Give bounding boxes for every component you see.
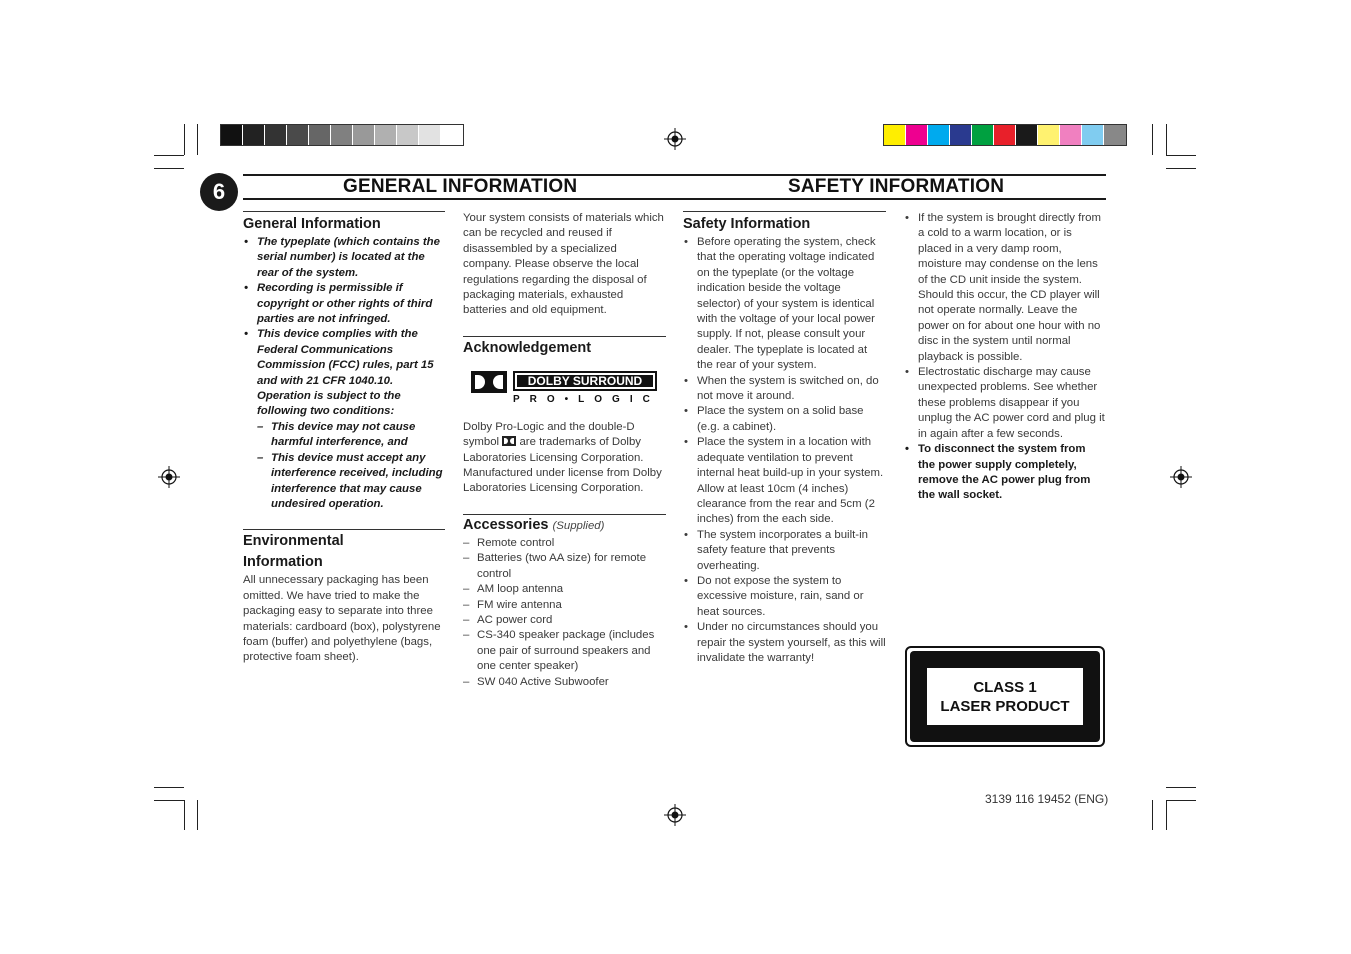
list-item: • The system incorporates a built-in safety feature that prevents overheating. [683,528,886,574]
safety-info-title: Safety Information [683,216,811,232]
color-swatch [884,125,906,145]
list-item: • If the system is brought directly from a cold to a warm location, or is placed in a very damp room, moisture may condense on the lens of the CD unit inside the system. Should this occur, the CD player will not operate normally. Leave the power on for about one hour with no disc in the system until normal playback is possible. [904,211,1105,365]
color-swatch [309,125,331,145]
list-item: – Remote control [463,536,666,551]
list-item: – Batteries (two AA size) for remote control [463,551,666,582]
process-color-bar [883,124,1127,146]
list-item: • Electrostatic discharge may cause unexpected problems. See whether these problems disappear if you unplug the AC power cord and plug it in again after a few seconds. [904,365,1105,442]
list-item: • When the system is switched on, do not move it around. [683,374,886,405]
color-swatch [419,125,441,145]
registration-mark-icon [1170,466,1192,488]
list-item: • Recording is permissible if copyright or other rights of third parties are not infringed. [243,281,445,327]
color-swatch [375,125,397,145]
list-item: – AC power cord [463,613,666,628]
list-item: – SW 040 Active Subwoofer [463,675,666,690]
safety-information-heading: SAFETY INFORMATION [788,176,1005,197]
list-item: – This device must accept any interference received, including interference that may cause undesired operation. [257,451,445,513]
color-swatch [950,125,972,145]
color-swatch [331,125,353,145]
class-1-laser-label [905,646,1105,747]
column-recycling [463,211,666,690]
color-swatch [441,125,463,145]
general-info-title: General Information [243,216,381,232]
list-item: – CS-340 speaker package (includes one pair of surround speakers and one center speaker) [463,628,666,674]
color-swatch [287,125,309,145]
environmental-title-line1: Environmental [243,533,344,550]
list-item: • This device complies with the Federal Communications Commission (FCC) rules, part 15 and with 21 CFR 1040.10. Operation is subject to the following two conditions: [243,327,445,419]
environmental-text: All unnecessary packaging has been omitted. We have tried to make the packaging easy to separate into three materials: cardboard (box), polystyrene foam (buffer) and polyethylene (bags, protective foam sheet). [243,574,441,664]
color-swatch [221,125,243,145]
list-item: – This device may not cause harmful interference, and [257,420,445,451]
color-swatch [994,125,1016,145]
acknowledgement-text: Dolby Pro-Logic and the double-D symbol are trademarks of Dolby Laboratories Licensing Corporation. Manufactured under license from Dolby Laboratories Licensing Corporation. [463,420,662,495]
header-bottom-rule [243,198,1106,200]
registration-mark-icon [158,466,180,488]
color-swatch [353,125,375,145]
color-swatch [906,125,928,145]
list-item: • The typeplate (which contains the serial number) is located at the rear of the system. [243,235,445,281]
document-code: 3139 116 19452 (ENG) [985,792,1109,806]
list-item: – FM wire antenna [463,598,666,613]
color-swatch [1104,125,1126,145]
page-number-badge: 6 [200,173,238,211]
dolby-surround-logo: DOLBY SURROUND PRO•LOGIC [471,368,666,412]
laser-label-line1: CLASS 1 [973,678,1037,696]
environmental-title-line2: Information [243,554,323,571]
registration-mark-icon [664,804,686,826]
acknowledgement-title: Acknowledgement [463,339,592,356]
double-d-icon [471,371,507,393]
color-swatch [1016,125,1038,145]
column-safety [683,211,886,666]
double-d-symbol-icon [502,436,516,446]
list-item: • Place the system on a solid base (e.g. a cabinet). [683,404,886,435]
recycling-text: Your system consists of materials which can be recycled and reused if disassembled by a specialized company. Please observe the local regulations regarding the disposal of packaging materials, exhausted batteries and old equipment. [463,212,664,317]
column-general [243,211,445,666]
color-swatch [265,125,287,145]
laser-label-line2: LASER PRODUCT [940,697,1070,715]
accessories-title: Accessories (Supplied) [463,516,605,533]
color-swatch [1082,125,1104,145]
grayscale-color-bar [220,124,464,146]
color-swatch [928,125,950,145]
list-item: • Under no circumstances should you repair the system yourself, as this will invalidate the warranty! [683,620,886,666]
list-item: • Before operating the system, check that the operating voltage indicated on the typeplate (or the voltage indication beside the voltage selector) of your system is identical with the voltage of your local power supply. If not, please consult your dealer. The typeplate is located at the rear of your system. [683,235,886,374]
general-information-heading: GENERAL INFORMATION [343,176,578,197]
registration-mark-icon [664,128,686,150]
list-item: • Place the system in a location with adequate ventilation to prevent internal heat build-up in your system. Allow at least 10cm (4 inches) clearance from the rear and 5cm (2 inches) from the each side. [683,435,886,527]
color-swatch [972,125,994,145]
color-swatch [1060,125,1082,145]
list-item: – AM loop antenna [463,582,666,597]
color-swatch [243,125,265,145]
color-swatch [397,125,419,145]
list-item: • Do not expose the system to excessive moisture, rain, sand or heat sources. [683,574,886,620]
list-item: • To disconnect the system from the power supply completely, remove the AC power plug from the wall socket. [904,442,1105,504]
color-swatch [1038,125,1060,145]
column-safety-continued [904,211,1105,504]
